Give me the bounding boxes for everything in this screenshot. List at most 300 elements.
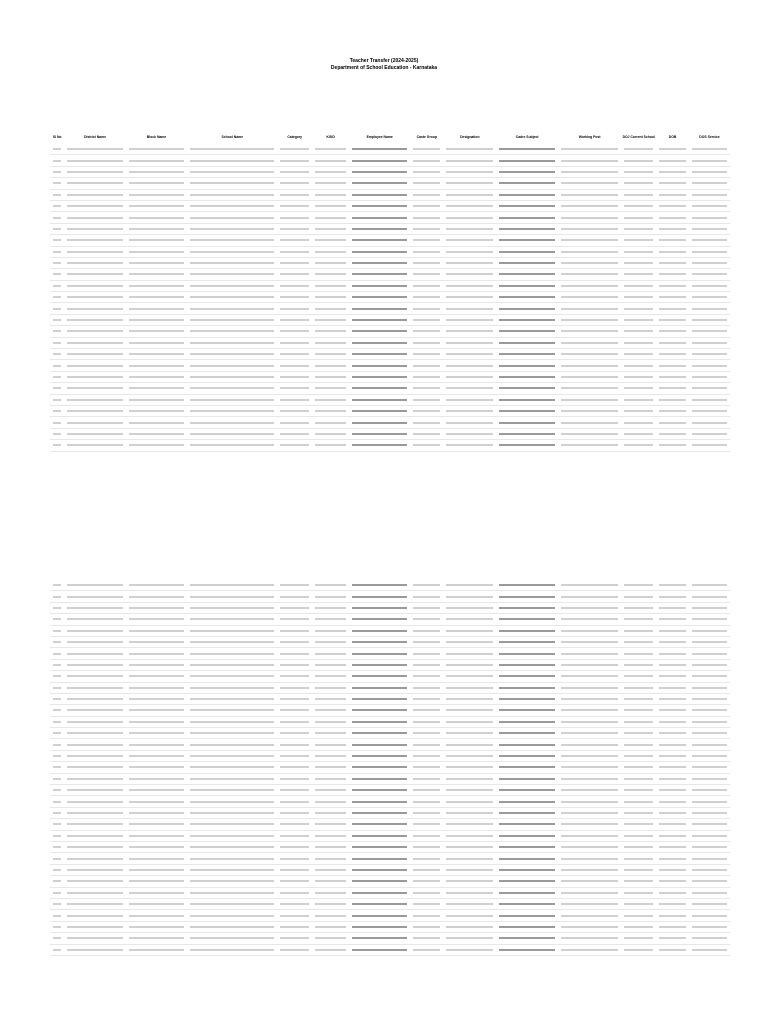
table-row: [50, 349, 730, 360]
table-cell: [496, 200, 557, 211]
table-row: [50, 371, 730, 382]
table-cell: [410, 830, 443, 841]
table-cell: [656, 602, 689, 613]
table-cell: [689, 591, 730, 602]
table-cell: [187, 223, 277, 234]
table-cell: [496, 682, 557, 693]
table-row: [50, 876, 730, 887]
table-cell: [496, 371, 557, 382]
table-cell: [312, 223, 349, 234]
table-cell: [689, 223, 730, 234]
table-cell: [126, 257, 187, 268]
table-cell: [558, 887, 621, 898]
table-cell: [64, 269, 125, 280]
table-cell: [621, 166, 656, 177]
table-cell: [312, 910, 349, 921]
table-cell: [689, 337, 730, 348]
table-cell: [443, 841, 496, 852]
table-cell: [443, 648, 496, 659]
table-cell: [312, 326, 349, 337]
table-cell: [187, 394, 277, 405]
table-cell: [410, 750, 443, 761]
table-cell: [443, 337, 496, 348]
table-cell: [187, 921, 277, 932]
table-row: [50, 189, 730, 200]
table-cell: [443, 200, 496, 211]
table-cell: [312, 739, 349, 750]
table-cell: [277, 864, 312, 875]
table-cell: [349, 636, 410, 647]
table-row: [50, 235, 730, 246]
table-cell: [277, 212, 312, 223]
table-cell: [621, 314, 656, 325]
table-row: [50, 625, 730, 636]
table-cell: [656, 705, 689, 716]
table-cell: [349, 189, 410, 200]
table-cell: [656, 933, 689, 944]
table-cell: [312, 602, 349, 613]
table-cell: [277, 371, 312, 382]
table-cell: [496, 580, 557, 591]
table-cell: [689, 417, 730, 428]
table-cell: [496, 591, 557, 602]
table-cell: [443, 762, 496, 773]
table-cell: [558, 303, 621, 314]
table-cell: [126, 212, 187, 223]
table-cell: [312, 921, 349, 932]
table-cell: [126, 750, 187, 761]
table-row: [50, 750, 730, 761]
table-cell: [64, 371, 125, 382]
table-cell: [277, 898, 312, 909]
table-cell: [312, 773, 349, 784]
table-cell: [656, 659, 689, 670]
table-cell: [689, 428, 730, 439]
table-cell: [410, 257, 443, 268]
table-cell: [443, 876, 496, 887]
table-cell: [64, 921, 125, 932]
table-cell: [187, 440, 277, 451]
table-row: [50, 614, 730, 625]
table-cell: [621, 602, 656, 613]
table-cell: [621, 428, 656, 439]
table-cell: [410, 682, 443, 693]
table-cell: [689, 189, 730, 200]
table-cell: [689, 944, 730, 955]
table-cell: [312, 933, 349, 944]
table-cell: [443, 830, 496, 841]
table-cell: [187, 910, 277, 921]
table-cell: [277, 807, 312, 818]
table-cell: [656, 257, 689, 268]
table-cell: [443, 178, 496, 189]
table-cell: [558, 671, 621, 682]
table-cell: [126, 636, 187, 647]
table-cell: [126, 853, 187, 864]
table-cell: [64, 819, 125, 830]
table-cell: [187, 933, 277, 944]
table-cell: [312, 144, 349, 155]
table-cell: [656, 189, 689, 200]
table-cell: [443, 166, 496, 177]
table-cell: [443, 921, 496, 932]
table-cell: [656, 898, 689, 909]
table-cell: [443, 394, 496, 405]
table-cell: [558, 349, 621, 360]
table-cell: [277, 428, 312, 439]
table-row: [50, 807, 730, 818]
table-cell: [443, 591, 496, 602]
table-cell: [558, 910, 621, 921]
table-cell: [656, 750, 689, 761]
table-cell: [187, 887, 277, 898]
table-row: [50, 417, 730, 428]
table-cell: [126, 326, 187, 337]
table-cell: [50, 428, 64, 439]
table-cell: [349, 417, 410, 428]
table-cell: [312, 716, 349, 727]
table-cell: [443, 189, 496, 200]
table-cell: [187, 166, 277, 177]
col-header: Block Name: [146, 135, 167, 139]
table-cell: [277, 440, 312, 451]
table-cell: [689, 326, 730, 337]
table-cell: [277, 269, 312, 280]
table-cell: [64, 750, 125, 761]
table-cell: [349, 864, 410, 875]
table-cell: [496, 166, 557, 177]
table-cell: [277, 417, 312, 428]
table-cell: [126, 383, 187, 394]
table-cell: [277, 155, 312, 166]
table-cell: [312, 841, 349, 852]
table-cell: [496, 269, 557, 280]
table-cell: [126, 200, 187, 211]
table-cell: [64, 246, 125, 257]
table-cell: [50, 280, 64, 291]
table-cell: [126, 716, 187, 727]
table-cell: [64, 189, 125, 200]
table-cell: [50, 591, 64, 602]
table-cell: [50, 155, 64, 166]
table-cell: [349, 144, 410, 155]
table-cell: [410, 269, 443, 280]
table-cell: [656, 921, 689, 932]
table-cell: [410, 326, 443, 337]
table-cell: [126, 887, 187, 898]
table-cell: [349, 876, 410, 887]
table-cell: [558, 716, 621, 727]
table-cell: [312, 636, 349, 647]
table-cell: [496, 212, 557, 223]
table-cell: [621, 750, 656, 761]
col-header: DOJ Current School: [622, 135, 655, 139]
table-cell: [558, 212, 621, 223]
table-cell: [277, 750, 312, 761]
table-row: [50, 405, 730, 416]
table-cell: [496, 773, 557, 784]
table-cell: [496, 841, 557, 852]
table-row: [50, 200, 730, 211]
table-cell: [50, 762, 64, 773]
table-cell: [312, 383, 349, 394]
table-cell: [126, 246, 187, 257]
table-cell: [410, 933, 443, 944]
table-cell: [496, 337, 557, 348]
table-cell: [558, 591, 621, 602]
table-cell: [126, 428, 187, 439]
table-cell: [349, 773, 410, 784]
table-cell: [689, 144, 730, 155]
table-cell: [558, 292, 621, 303]
table-row: [50, 853, 730, 864]
table-cell: [64, 394, 125, 405]
table-cell: [410, 625, 443, 636]
table-cell: [443, 235, 496, 246]
col-header: Caste Group: [416, 135, 437, 139]
table-cell: [410, 728, 443, 739]
table-cell: [50, 750, 64, 761]
table-cell: [187, 178, 277, 189]
table-cell: [656, 144, 689, 155]
table-cell: [621, 360, 656, 371]
table-cell: [496, 659, 557, 670]
table-cell: [187, 853, 277, 864]
table-cell: [349, 762, 410, 773]
table-cell: [689, 155, 730, 166]
table-cell: [443, 750, 496, 761]
table-cell: [496, 750, 557, 761]
table-cell: [410, 659, 443, 670]
table-cell: [126, 933, 187, 944]
table-cell: [496, 625, 557, 636]
table-cell: [410, 876, 443, 887]
table-cell: [349, 405, 410, 416]
table-cell: [410, 807, 443, 818]
table-cell: [50, 716, 64, 727]
table-cell: [64, 807, 125, 818]
table-cell: [410, 178, 443, 189]
table-cell: [558, 178, 621, 189]
table-cell: [689, 898, 730, 909]
table-cell: [496, 155, 557, 166]
table-row: [50, 659, 730, 670]
table-cell: [64, 853, 125, 864]
table-cell: [312, 580, 349, 591]
table-cell: [689, 659, 730, 670]
table-cell: [496, 246, 557, 257]
table-cell: [126, 166, 187, 177]
table-cell: [689, 739, 730, 750]
table-cell: [443, 155, 496, 166]
table-cell: [443, 705, 496, 716]
table-cell: [126, 739, 187, 750]
table-cell: [558, 705, 621, 716]
table-cell: [312, 235, 349, 246]
table-cell: [187, 739, 277, 750]
table-row: [50, 591, 730, 602]
table-cell: [64, 428, 125, 439]
table-cell: [312, 614, 349, 625]
table-row: [50, 910, 730, 921]
table-cell: [621, 223, 656, 234]
table-cell: [50, 144, 64, 155]
table-cell: [187, 762, 277, 773]
table-cell: [312, 178, 349, 189]
table-cell: [656, 648, 689, 659]
table-cell: [443, 257, 496, 268]
table-cell: [349, 591, 410, 602]
table-cell: [443, 887, 496, 898]
table-cell: [496, 785, 557, 796]
table-cell: [50, 728, 64, 739]
table-cell: [126, 921, 187, 932]
table-cell: [689, 405, 730, 416]
col-header: DOB: [668, 135, 677, 139]
col-header: DOS Service: [699, 135, 720, 139]
table-cell: [443, 625, 496, 636]
table-cell: [277, 887, 312, 898]
table-cell: [312, 728, 349, 739]
table-row: [50, 648, 730, 659]
table-cell: [50, 682, 64, 693]
table-cell: [443, 807, 496, 818]
table-row: [50, 303, 730, 314]
table-cell: [558, 762, 621, 773]
table-cell: [558, 807, 621, 818]
table-cell: [656, 876, 689, 887]
table-cell: [187, 671, 277, 682]
table-cell: [410, 762, 443, 773]
table-cell: [558, 841, 621, 852]
table-cell: [312, 887, 349, 898]
table-cell: [187, 428, 277, 439]
table-cell: [689, 602, 730, 613]
table-cell: [50, 360, 64, 371]
table-cell: [126, 144, 187, 155]
table-cell: [349, 349, 410, 360]
table-cell: [349, 671, 410, 682]
table-cell: [443, 693, 496, 704]
table-cell: [50, 314, 64, 325]
table-cell: [349, 360, 410, 371]
table-cell: [621, 394, 656, 405]
table-cell: [349, 841, 410, 852]
table-cell: [64, 705, 125, 716]
table-cell: [656, 728, 689, 739]
table-cell: [410, 693, 443, 704]
table-cell: [349, 280, 410, 291]
table-cell: [689, 303, 730, 314]
table-cell: [187, 417, 277, 428]
table-cell: [64, 326, 125, 337]
table-row: [50, 636, 730, 647]
table-cell: [410, 773, 443, 784]
table-cell: [50, 417, 64, 428]
table-row: [50, 580, 730, 591]
table-cell: [621, 371, 656, 382]
table-cell: [349, 394, 410, 405]
table-cell: [312, 819, 349, 830]
table-cell: [621, 383, 656, 394]
table-cell: [312, 864, 349, 875]
table-cell: [621, 580, 656, 591]
table-cell: [496, 602, 557, 613]
table-cell: [277, 303, 312, 314]
table-cell: [689, 682, 730, 693]
table-cell: [621, 705, 656, 716]
table-cell: [443, 246, 496, 257]
table-cell: [656, 246, 689, 257]
table-cell: [349, 625, 410, 636]
table-cell: [496, 693, 557, 704]
table-cell: [50, 337, 64, 348]
table-cell: [349, 910, 410, 921]
table-cell: [410, 614, 443, 625]
table-cell: [689, 269, 730, 280]
table-cell: [656, 716, 689, 727]
table-cell: [64, 898, 125, 909]
table-cell: [277, 394, 312, 405]
table-cell: [277, 326, 312, 337]
table-cell: [621, 303, 656, 314]
table-cell: [64, 349, 125, 360]
table-row: [50, 933, 730, 944]
table-cell: [689, 360, 730, 371]
table-cell: [187, 898, 277, 909]
table-cell: [277, 614, 312, 625]
table-cell: [64, 360, 125, 371]
table-cell: [558, 625, 621, 636]
table-cell: [410, 887, 443, 898]
table-cell: [277, 591, 312, 602]
table-cell: [496, 819, 557, 830]
table-cell: [277, 246, 312, 257]
table-cell: [496, 796, 557, 807]
table-cell: [558, 580, 621, 591]
table-cell: [312, 394, 349, 405]
table-cell: [126, 394, 187, 405]
table-row: [50, 155, 730, 166]
table-cell: [496, 910, 557, 921]
table-cell: [64, 773, 125, 784]
table-cell: [656, 807, 689, 818]
table-cell: [410, 405, 443, 416]
table-cell: [187, 257, 277, 268]
table-cell: [277, 280, 312, 291]
table-cell: [656, 212, 689, 223]
table-row: [50, 682, 730, 693]
table-cell: [621, 144, 656, 155]
table-cell: [187, 716, 277, 727]
table-cell: [64, 841, 125, 852]
table-cell: [689, 807, 730, 818]
table-cell: [621, 440, 656, 451]
table-cell: [558, 257, 621, 268]
table-cell: [621, 337, 656, 348]
table-cell: [621, 739, 656, 750]
table-cell: [277, 796, 312, 807]
table-cell: [349, 705, 410, 716]
table-cell: [126, 591, 187, 602]
table-cell: [558, 246, 621, 257]
table-row: [50, 898, 730, 909]
table-cell: [410, 200, 443, 211]
table-row: [50, 326, 730, 337]
table-cell: [349, 750, 410, 761]
table-cell: [312, 853, 349, 864]
table-cell: [443, 636, 496, 647]
